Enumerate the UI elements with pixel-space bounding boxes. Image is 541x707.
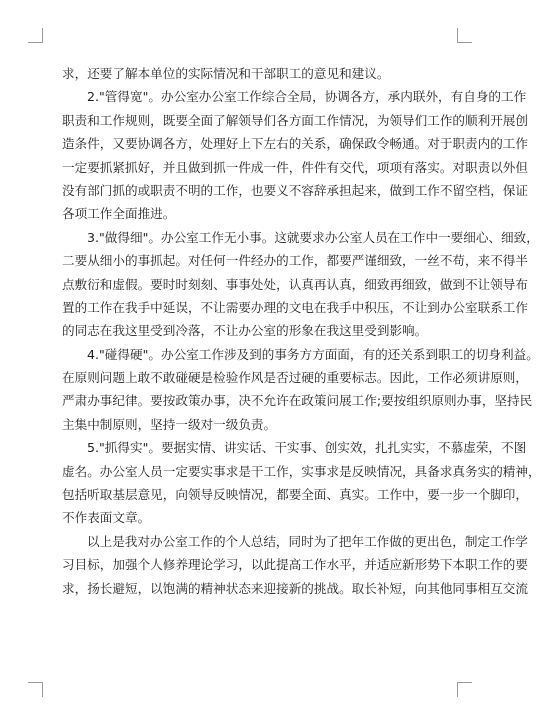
- crop-mark-top-left: [28, 28, 43, 43]
- text-line: 置的工作在我手中延误，不让需要办理的文电在我手中积压，不让到办公室联系工作: [62, 299, 528, 315]
- paragraph: [62, 530, 528, 600]
- paragraph: [62, 436, 541, 530]
- text-line: 不作表面文章。: [62, 510, 151, 526]
- text-line: 包括听取基层意见，向领导反映情况，都要全面、真实。工作中，要一步一个脚印，: [62, 487, 528, 503]
- text-line: 4."碰得硬"。办公室工作涉及到的事务方方面面，有的还关系到职工的切身利益。: [87, 346, 539, 362]
- text-line: 5."抓得实"。要据实情、讲实话、干实事、创实效，扎扎实实，不慕虚荣，不图: [87, 440, 527, 456]
- text-line: 的同志在我这里受到冷落，不让办公室的形象在我这里受到影响。: [62, 323, 428, 339]
- text-line: 2."管得宽"。办公室办公室工作综合全局，协调各方，承内联外，有自身的工作: [87, 89, 527, 105]
- text-line: 二要从细小的事抓起。对任何一件经办的工作，都要严谨细致，一丝不苟，来不得半: [62, 253, 528, 269]
- crop-mark-bottom-right: [457, 682, 472, 697]
- text-line: 点敷衍和虚假。要时时刻刻、事事处处，认真再认真，细致再细致，做到不让领导布: [62, 276, 528, 292]
- text-line: 严肃办事纪律。要按政策办事，决不允许在政策问展工作;要按组织原则办事，坚持民: [62, 393, 533, 409]
- paragraph: [62, 343, 539, 437]
- paragraph: [62, 226, 539, 343]
- paragraph: [62, 85, 528, 225]
- paragraph: [62, 62, 440, 85]
- text-line: 3."做得细"。办公室工作无小事。这就要求办公室人员在工作中一要细心、细致，: [87, 229, 539, 245]
- text-line: 各项工作全面推进。: [62, 206, 176, 222]
- text-line: 求，还要了解本单位的实际情况和干部职工的意见和建议。: [62, 66, 390, 81]
- text-line: 在原则问题上敢不敢碰硬是检验作风是否过硬的重要标志。因此，工作必须讲原则，: [62, 370, 528, 386]
- text-line: 一定要抓紧抓好，并且做到抓一件成一件，件件有交代，项项有落实。对职责以外但: [62, 159, 528, 175]
- text-line: 没有部门抓的或职责不明的工作，也要义不容辞承担起来，做到工作不留空档，保证: [62, 182, 528, 198]
- text-line: 以上是我对办公室工作的个人总结，同时为了把年工作做的更出色，制定工作学: [87, 533, 528, 549]
- crop-mark-bottom-left: [28, 682, 43, 697]
- text-line: 习目标，加强个人修养理论学习，以此提高工作水平，并适应新形势下本职工作的要: [62, 557, 528, 573]
- crop-mark-top-right: [457, 28, 472, 43]
- text-line: 虚名。办公室人员一定要实事求是干工作，实事求是反映情况，具备求真务实的精神，: [62, 463, 541, 479]
- text-line: 求，扬长避短，以饱满的精神状态来迎接新的挑战。取长补短，向其他同事相互交流: [62, 580, 528, 596]
- text-line: 造条件，又要协调各方，处理好上下左右的关系，确保政令畅通。对于职责内的工作: [62, 136, 528, 152]
- text-line: 主集中制原则，坚持一级对一级负责。: [62, 416, 277, 432]
- text-line: 职责和工作规则，既要全面了解领导们各方面工作情况，为领导们工作的顺利开展创: [62, 112, 528, 128]
- document-body: [62, 62, 541, 600]
